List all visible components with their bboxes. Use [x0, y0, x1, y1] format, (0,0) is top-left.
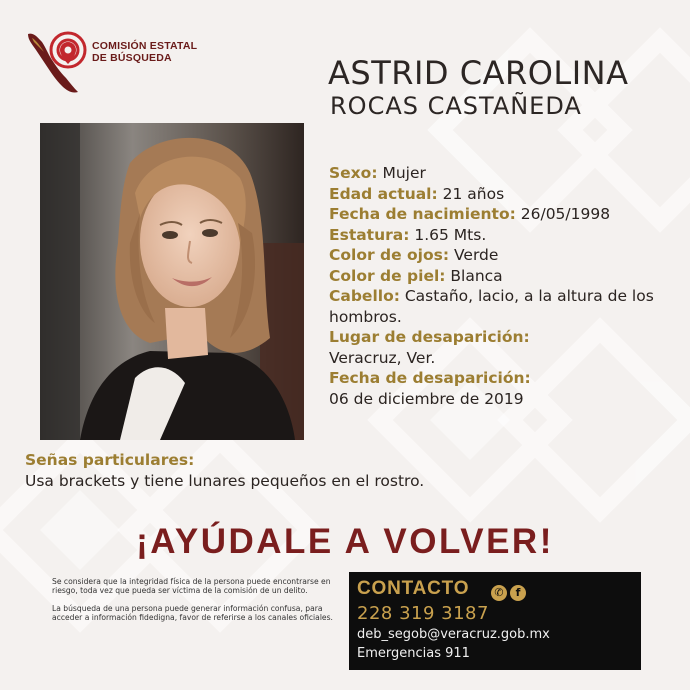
detail-label: Sexo: — [329, 164, 378, 182]
detail-edad — [329, 184, 681, 205]
location-pin-icon — [46, 30, 90, 74]
detail-value: Mujer — [377, 164, 426, 182]
detail-value: Blanca — [445, 266, 503, 285]
whatsapp-icon[interactable]: ✆ — [491, 585, 507, 601]
detail-cabello — [329, 286, 681, 327]
disclaimer — [52, 577, 336, 631]
detail-label: Cabello: — [329, 287, 400, 305]
disclaimer-paragraph-1: Se considera que la integridad física de la persona puede encontrarse en riesgo, toda vez que pueda ser víctima de la comisión de un delito. — [52, 577, 331, 596]
slogan: ¡AYÚDALE A VOLVER! — [136, 522, 554, 561]
disclaimer-paragraph-2: La búsqueda de una persona puede generar información confusa, para acceder a información fidedigna, favor de referirse a los canales oficiales. — [52, 603, 333, 623]
contact-emergency: Emergencias 911 — [357, 646, 470, 661]
detail-value: 21 años — [437, 184, 505, 203]
logo-line-2: DE BÚSQUEDA — [92, 52, 172, 64]
detail-label: Color de piel: — [329, 266, 446, 285]
detail-value: 26/05/1998 — [515, 205, 611, 223]
person-photo — [40, 123, 304, 440]
detail-label: Fecha de nacimiento: — [329, 205, 516, 223]
detail-value: 06 de diciembre de 2019 — [329, 389, 524, 408]
detail-lugar-desaparicion-value — [329, 348, 681, 369]
detail-label: Fecha de desaparición: — [329, 369, 531, 387]
senas-value: Usa brackets y tiene lunares pequeños en el rostro. — [25, 471, 425, 490]
logo — [22, 28, 222, 96]
detail-value: 1.65 Mts. — [409, 225, 487, 244]
detail-label: Estatura: — [329, 225, 410, 244]
detail-fecha-desaparicion-value — [329, 389, 681, 410]
detail-label: Color de ojos: — [329, 246, 450, 264]
detail-fecha-desaparicion-label — [329, 368, 681, 389]
facebook-icon[interactable]: f — [510, 585, 526, 601]
contact-email[interactable]: deb_segob@veracruz.gob.mx — [357, 627, 550, 642]
detail-sexo — [329, 163, 681, 184]
detail-color-ojos — [329, 245, 681, 266]
person-last-names: ROCAS CASTAÑEDA — [330, 92, 582, 120]
details-list — [329, 163, 681, 409]
contact-title: CONTACTO — [357, 578, 470, 599]
contact-icons — [491, 581, 529, 601]
senas-label: Señas particulares: — [25, 451, 195, 469]
detail-label: Edad actual: — [329, 184, 438, 203]
photo-illustration — [40, 123, 304, 440]
detail-value: Verde — [449, 246, 499, 264]
detail-value: Veracruz, Ver. — [329, 348, 436, 367]
logo-text — [92, 40, 197, 64]
person-first-names: ASTRID CAROLINA — [328, 54, 629, 92]
detail-value: Castaño, lacio, a la altura de los hombros. — [329, 287, 654, 326]
contact-box — [349, 572, 641, 670]
senas-particulares — [25, 450, 665, 491]
detail-estatura — [329, 225, 681, 246]
detail-fecha-nacimiento — [329, 204, 681, 225]
contact-phone[interactable]: 228 319 3187 — [357, 603, 489, 624]
detail-color-piel — [329, 266, 681, 287]
detail-lugar-desaparicion-label — [329, 327, 681, 348]
detail-label: Lugar de desaparición: — [329, 328, 530, 346]
logo-line-1: COMISIÓN ESTATAL — [92, 40, 198, 52]
